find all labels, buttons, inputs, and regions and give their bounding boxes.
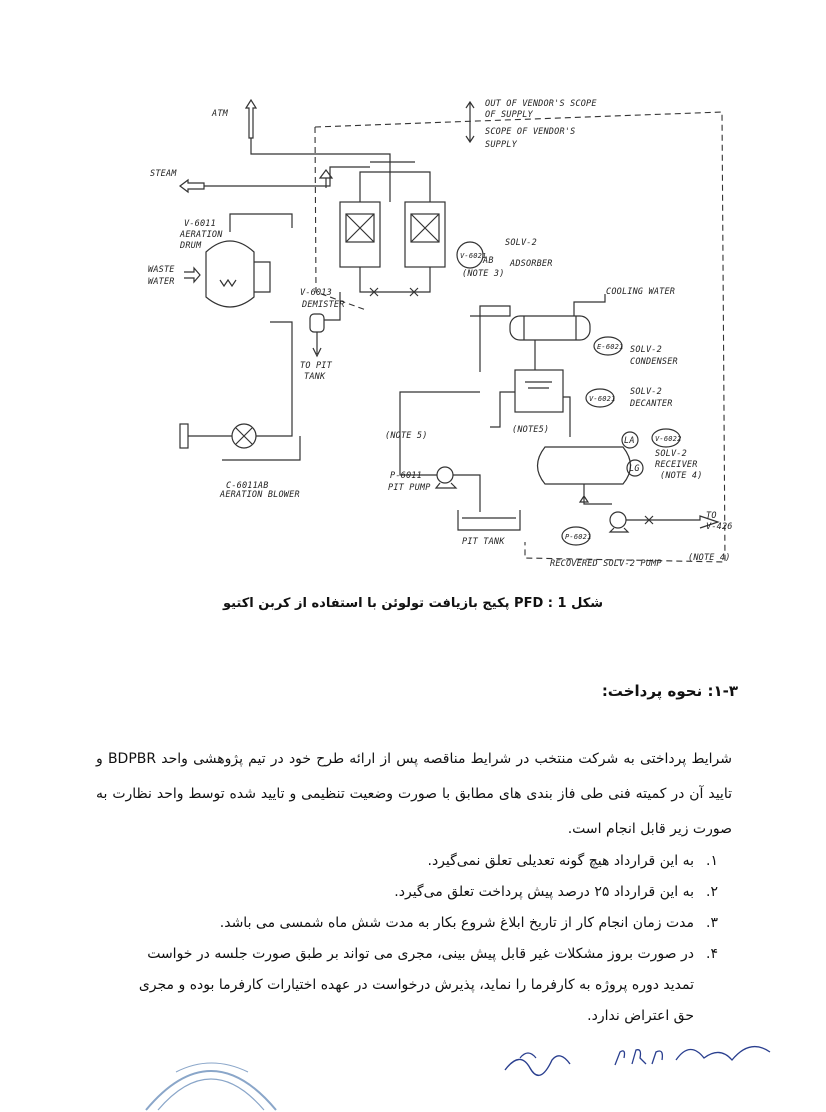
label-waste-water-2: WATER bbox=[148, 277, 175, 287]
waste-water-arrow bbox=[184, 268, 200, 282]
label-note5a: (NOTE 5) bbox=[385, 431, 428, 441]
tag-v6022: V-6022 bbox=[655, 435, 682, 443]
label-adsorber-2: ADSORBER bbox=[510, 259, 553, 269]
label-demister: DEMISTER bbox=[302, 300, 345, 310]
aeration-blower bbox=[180, 322, 300, 460]
label-adsorber-1: SOLV-2 bbox=[505, 238, 537, 248]
label-p6011: P-6011 bbox=[390, 471, 422, 481]
item-number: ۳. bbox=[706, 915, 718, 931]
item-text: به این قرارداد هیچ گونه تعدیلی تعلق نمی‌گیرد. bbox=[427, 853, 694, 869]
label-note4b: (NOTE 4) bbox=[688, 553, 731, 563]
atm-vent-arrow bbox=[246, 100, 390, 202]
list-item bbox=[118, 939, 718, 1032]
pfd-diagram bbox=[140, 92, 740, 576]
label-to-pit-2: TANK bbox=[304, 372, 326, 382]
label-ab: AB bbox=[483, 256, 494, 266]
label-out-of-scope-2: OF SUPPLY bbox=[485, 110, 533, 120]
label-waste-water-1: WASTE bbox=[148, 265, 175, 275]
label-aeration-drum-1: AERATION bbox=[180, 230, 223, 240]
item-number: ۲. bbox=[706, 884, 718, 900]
condenser bbox=[470, 294, 605, 372]
company-stamp bbox=[136, 1042, 286, 1112]
pit-pump bbox=[400, 392, 480, 512]
figure-caption: شکل 1 : PFD پکیج بازیافت تولوئن با استفاده از کربن اکتیو bbox=[222, 596, 604, 611]
pit-tank bbox=[458, 510, 520, 530]
label-v6013: V-6013 bbox=[300, 288, 332, 298]
label-receiver-2: RECEIVER bbox=[655, 460, 698, 470]
steam-inlet-arrow bbox=[180, 167, 370, 192]
recovered-pump bbox=[610, 512, 718, 532]
list-item bbox=[118, 877, 718, 908]
label-in-scope-1: SCOPE OF VENDOR'S bbox=[485, 127, 576, 137]
label-v6011: V-6011 bbox=[184, 219, 216, 229]
signature-2 bbox=[610, 1030, 780, 1080]
adsorber-vessels bbox=[320, 162, 445, 296]
label-receiver-1: SOLV-2 bbox=[655, 449, 687, 459]
label-blower: AERATION BLOWER bbox=[220, 490, 300, 500]
vendor-scope-boundary bbox=[315, 102, 725, 562]
label-steam: STEAM bbox=[150, 169, 177, 179]
item-text: به این قرارداد ۲۵ درصد پیش پرداخت تعلق می‌گیرد. bbox=[394, 884, 694, 900]
label-condenser-2: CONDENSER bbox=[630, 357, 678, 367]
label-to-v426-2: V-426 bbox=[706, 522, 733, 532]
item-text: مدت زمان انجام کار از تاریخ ابلاغ شروع بکار به مدت شش ماه شمسی می باشد. bbox=[219, 915, 694, 931]
label-to-pit-1: TO PIT bbox=[300, 361, 332, 371]
item-number: ۴. bbox=[706, 946, 718, 962]
label-note3: (NOTE 3) bbox=[462, 269, 505, 279]
label-condenser-1: SOLV-2 bbox=[630, 345, 662, 355]
label-recovered-pump: RECOVERED SOLV-2 PUMP bbox=[550, 559, 662, 569]
label-note5b: (NOTE5) bbox=[512, 425, 550, 435]
receiver bbox=[538, 447, 631, 504]
list-item bbox=[118, 846, 718, 877]
tag-v6021: V-6021 bbox=[460, 252, 487, 260]
section-heading: ۱-۳: نحوه پرداخت: bbox=[601, 682, 738, 700]
label-pit-tank: PIT TANK bbox=[462, 537, 505, 547]
signature-1 bbox=[500, 1030, 580, 1080]
label-decanter-1: SOLV-2 bbox=[630, 387, 662, 397]
list-item bbox=[118, 908, 718, 939]
label-pit-pump: PIT PUMP bbox=[388, 483, 431, 493]
item-number: ۱. bbox=[706, 853, 718, 869]
aeration-drum bbox=[206, 214, 292, 307]
tag-e6021: E-6021 bbox=[597, 343, 624, 351]
tag-la: LA bbox=[624, 436, 635, 446]
tag-v6021b: V-6021 bbox=[589, 395, 616, 403]
item-text: در صورت بروز مشکلات غیر قابل پیش بینی، مجری می تواند بر طبق صورت جلسه در خواست تمدید دوره پروژه به کارفرما را نماید، پذیرش درخواست در عهده اختیارات کارفرما بوده و مجری حق اعتراض ندارد. bbox=[138, 946, 694, 1024]
label-cooling-water: COOLING WATER bbox=[606, 287, 676, 297]
label-atm: ATM bbox=[212, 109, 228, 119]
payment-paragraph: شرایط پرداختی به شرکت منتخب در شرایط مناقصه پس از ارائه طرح خود در تیم پژوهشی واحد BDPBR و تایید آن در کمیته فنی طی فاز بندی های مطابق با صورت وضعیت تنظیمی و تایید شده توسط واحد نظارت به صورت زیر قابل انجام است. bbox=[96, 751, 732, 837]
label-to-v426-1: TO bbox=[706, 511, 717, 521]
label-c6011: C-6011AB bbox=[226, 481, 269, 491]
label-decanter-2: DECANTER bbox=[630, 399, 673, 409]
tag-lg: LG bbox=[629, 464, 640, 474]
label-out-of-scope-1: OUT OF VENDOR'S SCOPE bbox=[485, 99, 597, 109]
payment-terms-list bbox=[118, 846, 718, 1032]
tag-p6021: P-6021 bbox=[565, 533, 592, 541]
label-note4: (NOTE 4) bbox=[660, 471, 703, 481]
label-aeration-drum-2: DRUM bbox=[180, 241, 202, 251]
label-in-scope-2: SUPPLY bbox=[485, 140, 517, 150]
